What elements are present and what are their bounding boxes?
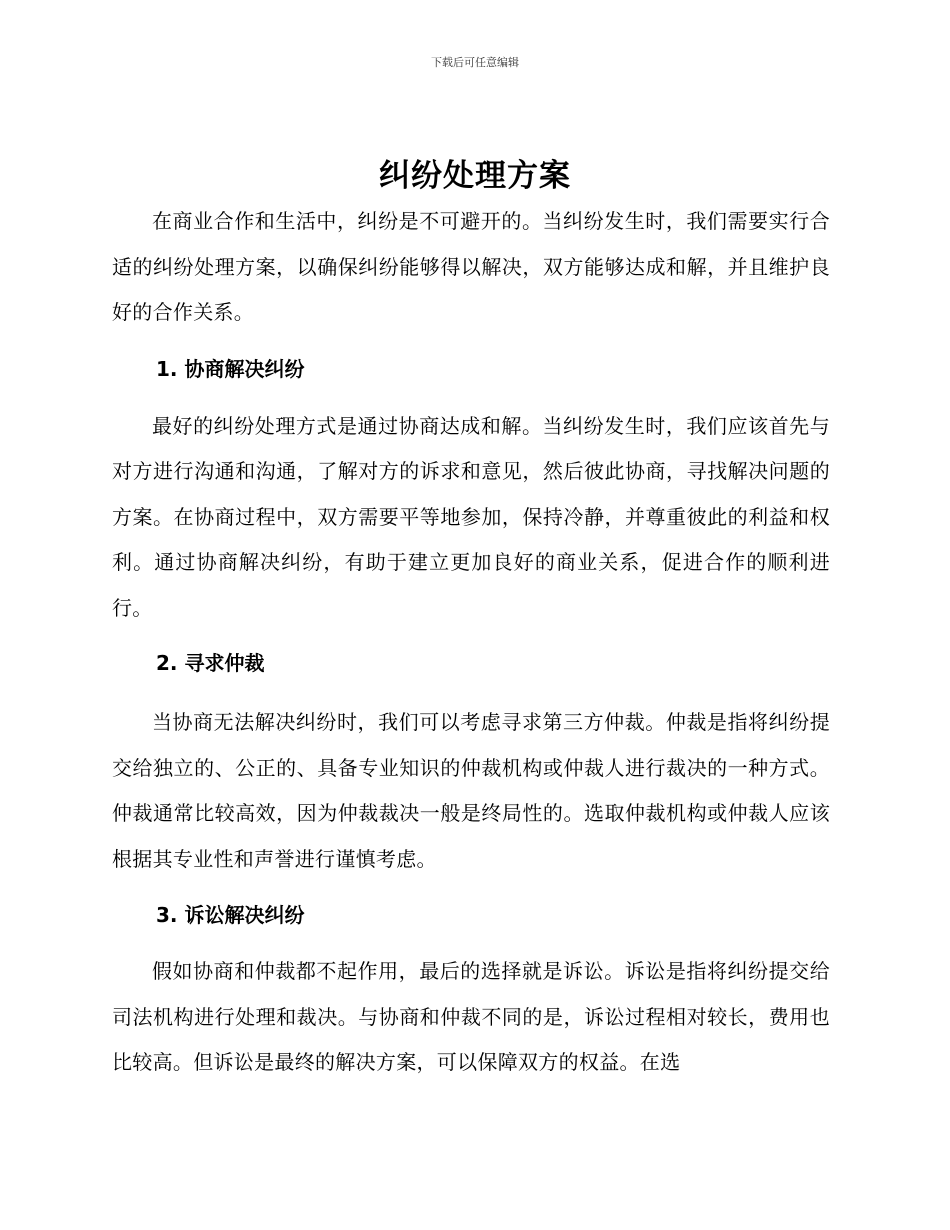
section-heading-arbitration: 2. 寻求仲裁 xyxy=(156,651,265,675)
section-heading-negotiation: 1. 协商解决纠纷 xyxy=(156,356,305,381)
document-body xyxy=(112,199,830,1086)
section-heading-litigation: 3. 诉讼解决纠纷 xyxy=(156,903,305,927)
document-title: 纠纷处理方案 xyxy=(379,158,571,194)
intro-paragraph: 在商业合作和生活中，纠纷是不可避开的。当纠纷发生时，我们需要实行合适的纠纷处理方案，以确保纠纷能够得以解决，双方能够达成和解，并且维护良好的合作关系。 xyxy=(112,209,830,324)
section-body-arbitration: 当协商无法解决纠纷时，我们可以考虑寻求第三方仲裁。仲裁是指将纠纷提交给独立的、公正的、具备专业知识的仲裁机构或仲裁人进行裁决的一种方式。仲裁通常比较高效，因为仲裁裁决一般是终局性的。选取仲裁机构或仲裁人应该根据其专业性和声誉进行谨慎考虑。 xyxy=(112,710,830,871)
header-note: 下载后可任意编辑 xyxy=(431,56,519,69)
section-body-litigation: 假如协商和仲裁都不起作用，最后的选择就是诉讼。诉讼是指将纠纷提交给司法机构进行处理和裁决。与协商和仲裁不同的是，诉讼过程相对较长，费用也比较高。但诉讼是最终的解决方案，可以保障双方的权益。在选 xyxy=(112,959,830,1074)
section-body-negotiation: 最好的纠纷处理方式是通过协商达成和解。当纠纷发生时，我们应该首先与对方进行沟通和沟通，了解对方的诉求和意见，然后彼此协商，寻找解决问题的方案。在协商过程中，双方需要平等地参加，保持冷静，并尊重彼此的利益和权利。通过协商解决纠纷，有助于建立更加良好的商业关系，促进合作的顺利进行。 xyxy=(112,413,830,620)
